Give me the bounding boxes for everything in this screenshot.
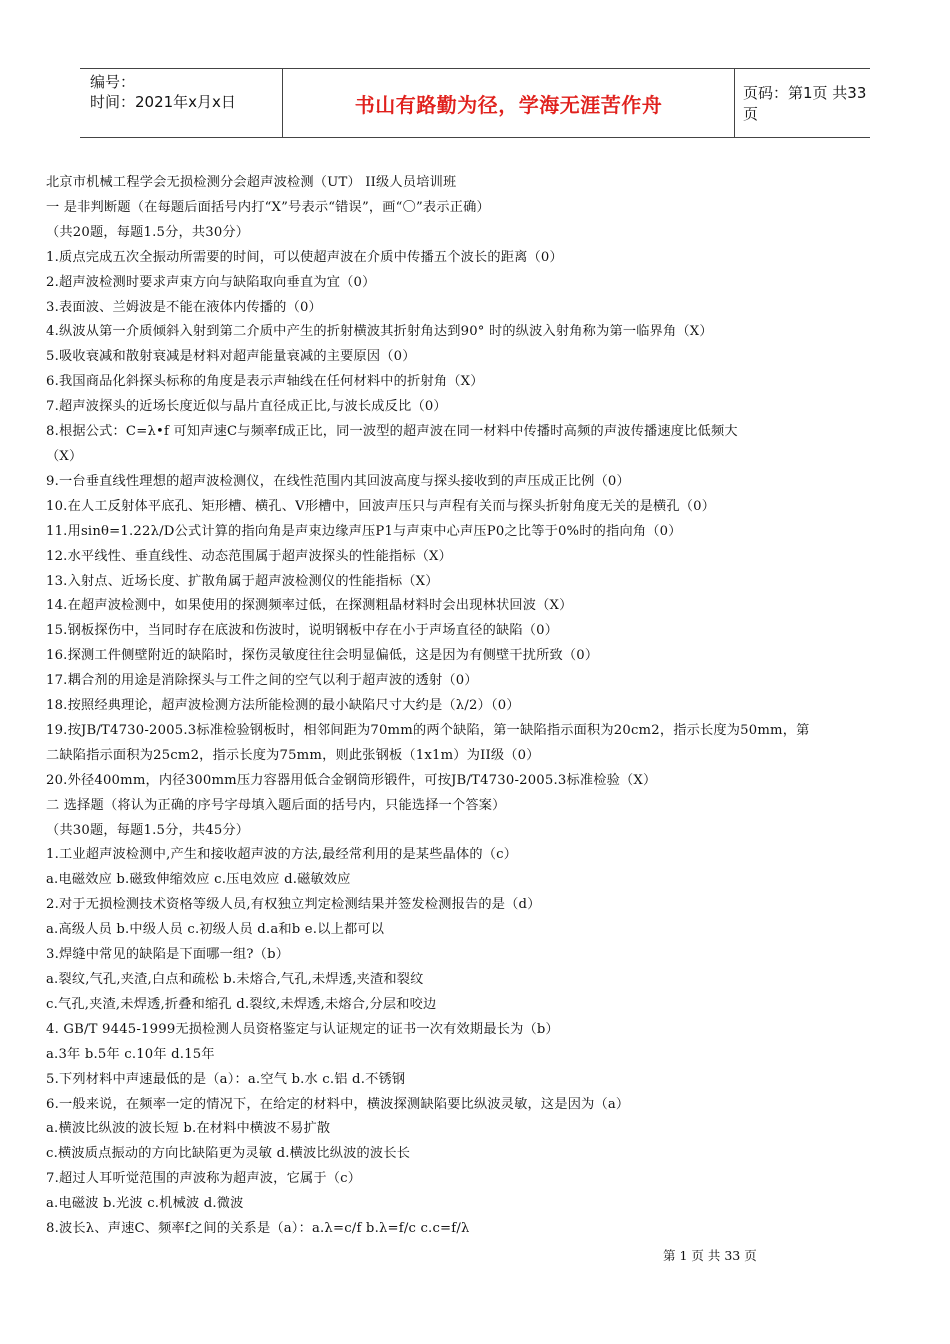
text-line: a.横波比纵波的波长短 b.在材料中横波不易扩散 <box>46 1121 331 1137</box>
text-line: 13.入射点、近场长度、扩散角属于超声波检测仪的性能指标（X） <box>46 573 439 589</box>
text-line: 8.波长λ、声速C、频率f之间的关系是（a）：a.λ=c/f b.λ=f/c c.c=f/λ <box>46 1221 470 1237</box>
text-line: （共20题，每题1.5分，共30分） <box>46 224 250 240</box>
document-body <box>46 171 908 1242</box>
text-line: 20.外径400mm，内径300mm压力容器用低合金钢筒形锻件，可按JB/T4730-2005.3标准检验（X） <box>46 772 657 788</box>
text-line: 一 是非判断题（在每题后面括号内打“X”号表示“错误”，画“〇”表示正确） <box>46 199 490 215</box>
text-line: 15.钢板探伤中，当同时存在底波和伤波时，说明钢板中存在小于声场直径的缺陷（0） <box>46 623 559 639</box>
document-date-label: 时间：2021年x月x日 <box>90 93 236 111</box>
text-line: 2.对于无损检测技术资格等级人员,有权独立判定检测结果并签发检测报告的是（d） <box>46 897 541 913</box>
text-line: 7.超过人耳听觉范围的声波称为超声波，它属于（c） <box>46 1171 362 1187</box>
text-line: 3.表面波、兰姆波是不能在液体内传播的（0） <box>46 299 322 315</box>
text-line: （X） <box>46 448 83 464</box>
text-line: 7.超声波探头的近场长度近似与晶片直径成正比,与波长成反比（0） <box>46 399 447 415</box>
text-line: 2.超声波检测时要求声束方向与缺陷取向垂直为宜（0） <box>46 274 376 290</box>
text-line: 4. GB/T 9445-1999无损检测人员资格鉴定与认证规定的证书一次有效期最长为（b） <box>46 1021 559 1037</box>
text-line: 5.下列材料中声速最低的是（a）：a.空气 b.水 c.铝 d.不锈钢 <box>46 1071 406 1087</box>
text-line: 8.根据公式：C=λ•f 可知声速C与频率f成正比，同一波型的超声波在同一材料中传播时高频的声波传播速度比低频大 <box>46 424 738 440</box>
text-line: a.裂纹,气孔,夹渣,白点和疏松 b.未熔合,气孔,未焊透,夹渣和裂纹 <box>46 972 424 987</box>
document-number-label: 编号： <box>90 73 136 91</box>
text-line: a.电磁效应 b.磁致伸缩效应 c.压电效应 d.磁敏效应 <box>46 872 351 888</box>
text-line: 16.探测工件侧壁附近的缺陷时，探伤灵敏度往往会明显偏低，这是因为有侧壁干扰所致（0） <box>46 648 599 664</box>
text-line: 11.用sinθ=1.22λ/D公式计算的指向角是声束边缘声压P1与声束中心声压P0之比等于0%时的指向角（0） <box>46 523 682 539</box>
page-footer: 第 1 页 共 33 页 <box>663 1248 757 1263</box>
text-line: a.3年 b.5年 c.10年 d.15年 <box>46 1046 215 1062</box>
text-line: 9.一台垂直线性理想的超声波检测仪，在线性范围内其回波高度与探头接收到的声压成正比例（0） <box>46 473 630 489</box>
text-line: 17.耦合剂的用途是消除探头与工件之间的空气以利于超声波的透射（0） <box>46 673 478 689</box>
text-line: 3.焊缝中常见的缺陷是下面哪一组?（b） <box>46 947 290 963</box>
text-line: 二 选择题（将认为正确的序号字母填入题后面的括号内，只能选择一个答案） <box>46 797 506 813</box>
text-line: 1.工业超声波检测中,产生和接收超声波的方法,最经常利用的是某些晶体的（c） <box>46 847 518 863</box>
text-line: 18.按照经典理论，超声波检测方法所能检测的最小缺陷尺寸大约是（λ/2）（0） <box>46 698 520 714</box>
text-line: 14.在超声波检测中，如果使用的探测频率过低，在探测粗晶材料时会出现林状回波（X） <box>46 598 573 614</box>
text-line: 4.纵波从第一介质倾斜入射到第二介质中产生的折射横波其折射角达到90° 时的纵波入射角称为第一临界角（X） <box>46 324 713 340</box>
text-line: 6.一般来说，在频率一定的情况下，在给定的材料中，横波探测缺陷要比纵波灵敏，这是因为（a） <box>46 1096 630 1112</box>
text-line: 10.在人工反射体平底孔、矩形槽、横孔、V形槽中，回波声压只与声程有关而与探头折射角度无关的是横孔（0） <box>46 498 716 514</box>
text-line: 19.按JB/T4730-2005.3标准检验钢板时，相邻间距为70mm的两个缺陷，第一缺陷指示面积为20cm2，指示长度为50mm，第 <box>46 722 810 738</box>
header-motto: 书山有路勤为径，学海无涯苦作舟 <box>354 92 663 117</box>
header-meta <box>80 69 282 137</box>
text-line: a.高级人员 b.中级人员 c.初级人员 d.a和b e.以上都可以 <box>46 922 385 938</box>
page-header <box>80 68 870 138</box>
text-line: 5.吸收衰减和散射衰减是材料对超声能量衰减的主要原因（0） <box>46 349 416 365</box>
header-motto-cell <box>282 69 735 137</box>
header-page-cell <box>735 69 870 137</box>
text-line: 北京市机械工程学会无损检测分会超声波检测（UT） II级人员培训班 <box>46 175 457 190</box>
text-line: 二缺陷指示面积为25cm2，指示长度为75mm，则此张钢板（1x1m）为II级（0） <box>46 747 540 763</box>
header-page-label: 页码：第1页 共33页 <box>743 84 867 123</box>
text-line: c.气孔,夹渣,未焊透,折叠和缩孔 d.裂纹,未焊透,未熔合,分层和咬边 <box>46 996 437 1012</box>
text-line: 12.水平线性、垂直线性、动态范围属于超声波探头的性能指标（X） <box>46 548 453 564</box>
text-line: c.横波质点振动的方向比缺陷更为灵敏 d.横波比纵波的波长长 <box>46 1146 411 1162</box>
text-line: （共30题，每题1.5分，共45分） <box>46 822 250 838</box>
text-line: 1.质点完成五次全振动所需要的时间，可以使超声波在介质中传播五个波长的距离（0） <box>46 249 563 265</box>
text-line: a.电磁波 b.光波 c.机械波 d.微波 <box>46 1196 244 1212</box>
text-line: 6.我国商品化斜探头标称的角度是表示声轴线在任何材料中的折射角（X） <box>46 374 484 390</box>
